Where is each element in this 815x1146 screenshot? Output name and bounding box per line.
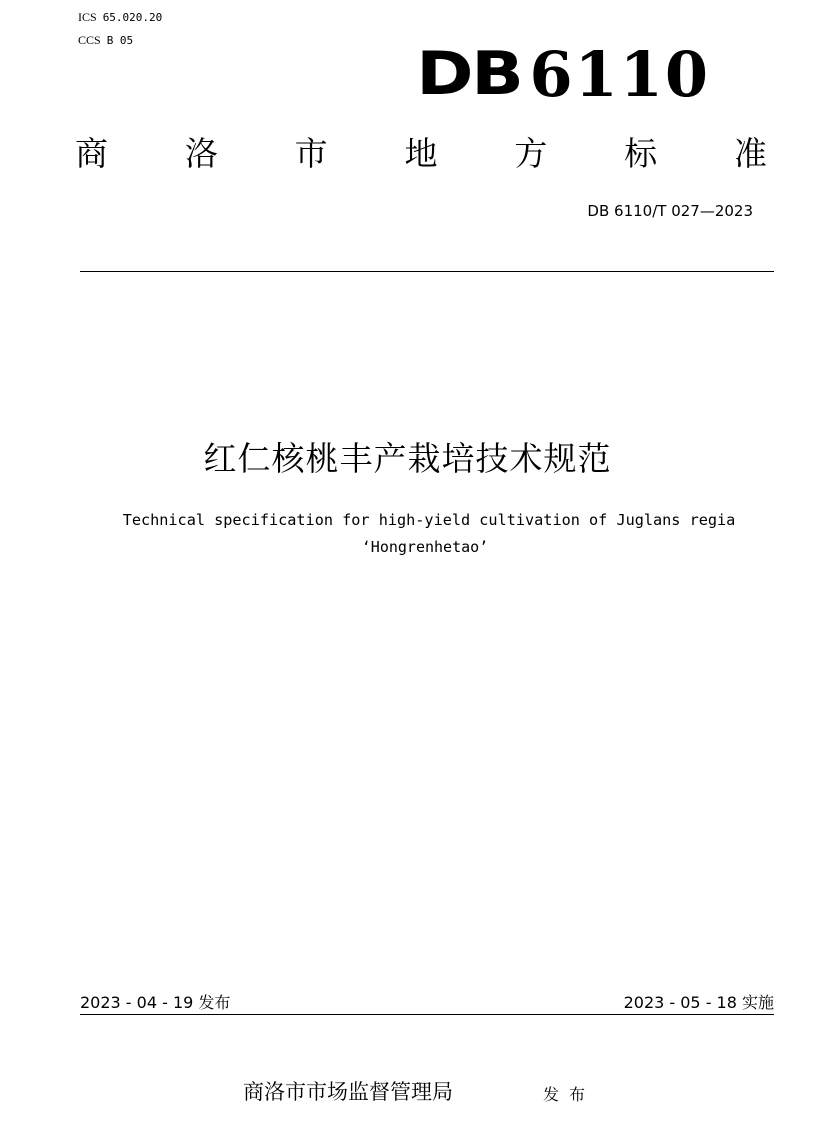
title-english-line2: ‘Hongrenhetao’ xyxy=(361,538,489,556)
category-char: 洛 xyxy=(184,134,218,173)
title-english-line1: Technical specification for high-yield cultivation of Juglans regia xyxy=(122,511,736,529)
top-divider xyxy=(80,271,774,272)
publisher-name: 商洛市市场监督管理局 xyxy=(243,1080,453,1104)
db-logo-letters: DB xyxy=(416,39,522,109)
ics-label: ICS xyxy=(78,10,97,24)
category-char: 标 xyxy=(624,134,658,173)
ccs-label: CCS xyxy=(78,33,101,47)
ccs-code-line xyxy=(78,33,133,48)
publish-label: 发布 xyxy=(543,1085,596,1104)
issue-date: 2023 - 04 - 19 发布 xyxy=(80,993,231,1012)
category-char: 商 xyxy=(75,134,108,173)
implementation-date: 2023 - 05 - 18 实施 xyxy=(623,993,774,1012)
bottom-divider xyxy=(80,1014,774,1015)
db-logo-number: 6110 xyxy=(529,37,710,111)
category-char: 市 xyxy=(294,134,328,173)
ics-code: 65.020.20 xyxy=(102,11,163,24)
ics-code-line xyxy=(78,10,162,25)
standard-category xyxy=(75,132,767,176)
category-char: 方 xyxy=(514,134,548,173)
category-char: 地 xyxy=(404,134,438,173)
standard-number: DB 6110/T 027—2023 xyxy=(587,202,753,220)
db-standard-logo xyxy=(416,37,710,111)
title-chinese: 红仁核桃丰产栽培技术规范 xyxy=(203,439,612,478)
category-char: 准 xyxy=(733,134,767,173)
ccs-code: B 05 xyxy=(106,34,134,47)
